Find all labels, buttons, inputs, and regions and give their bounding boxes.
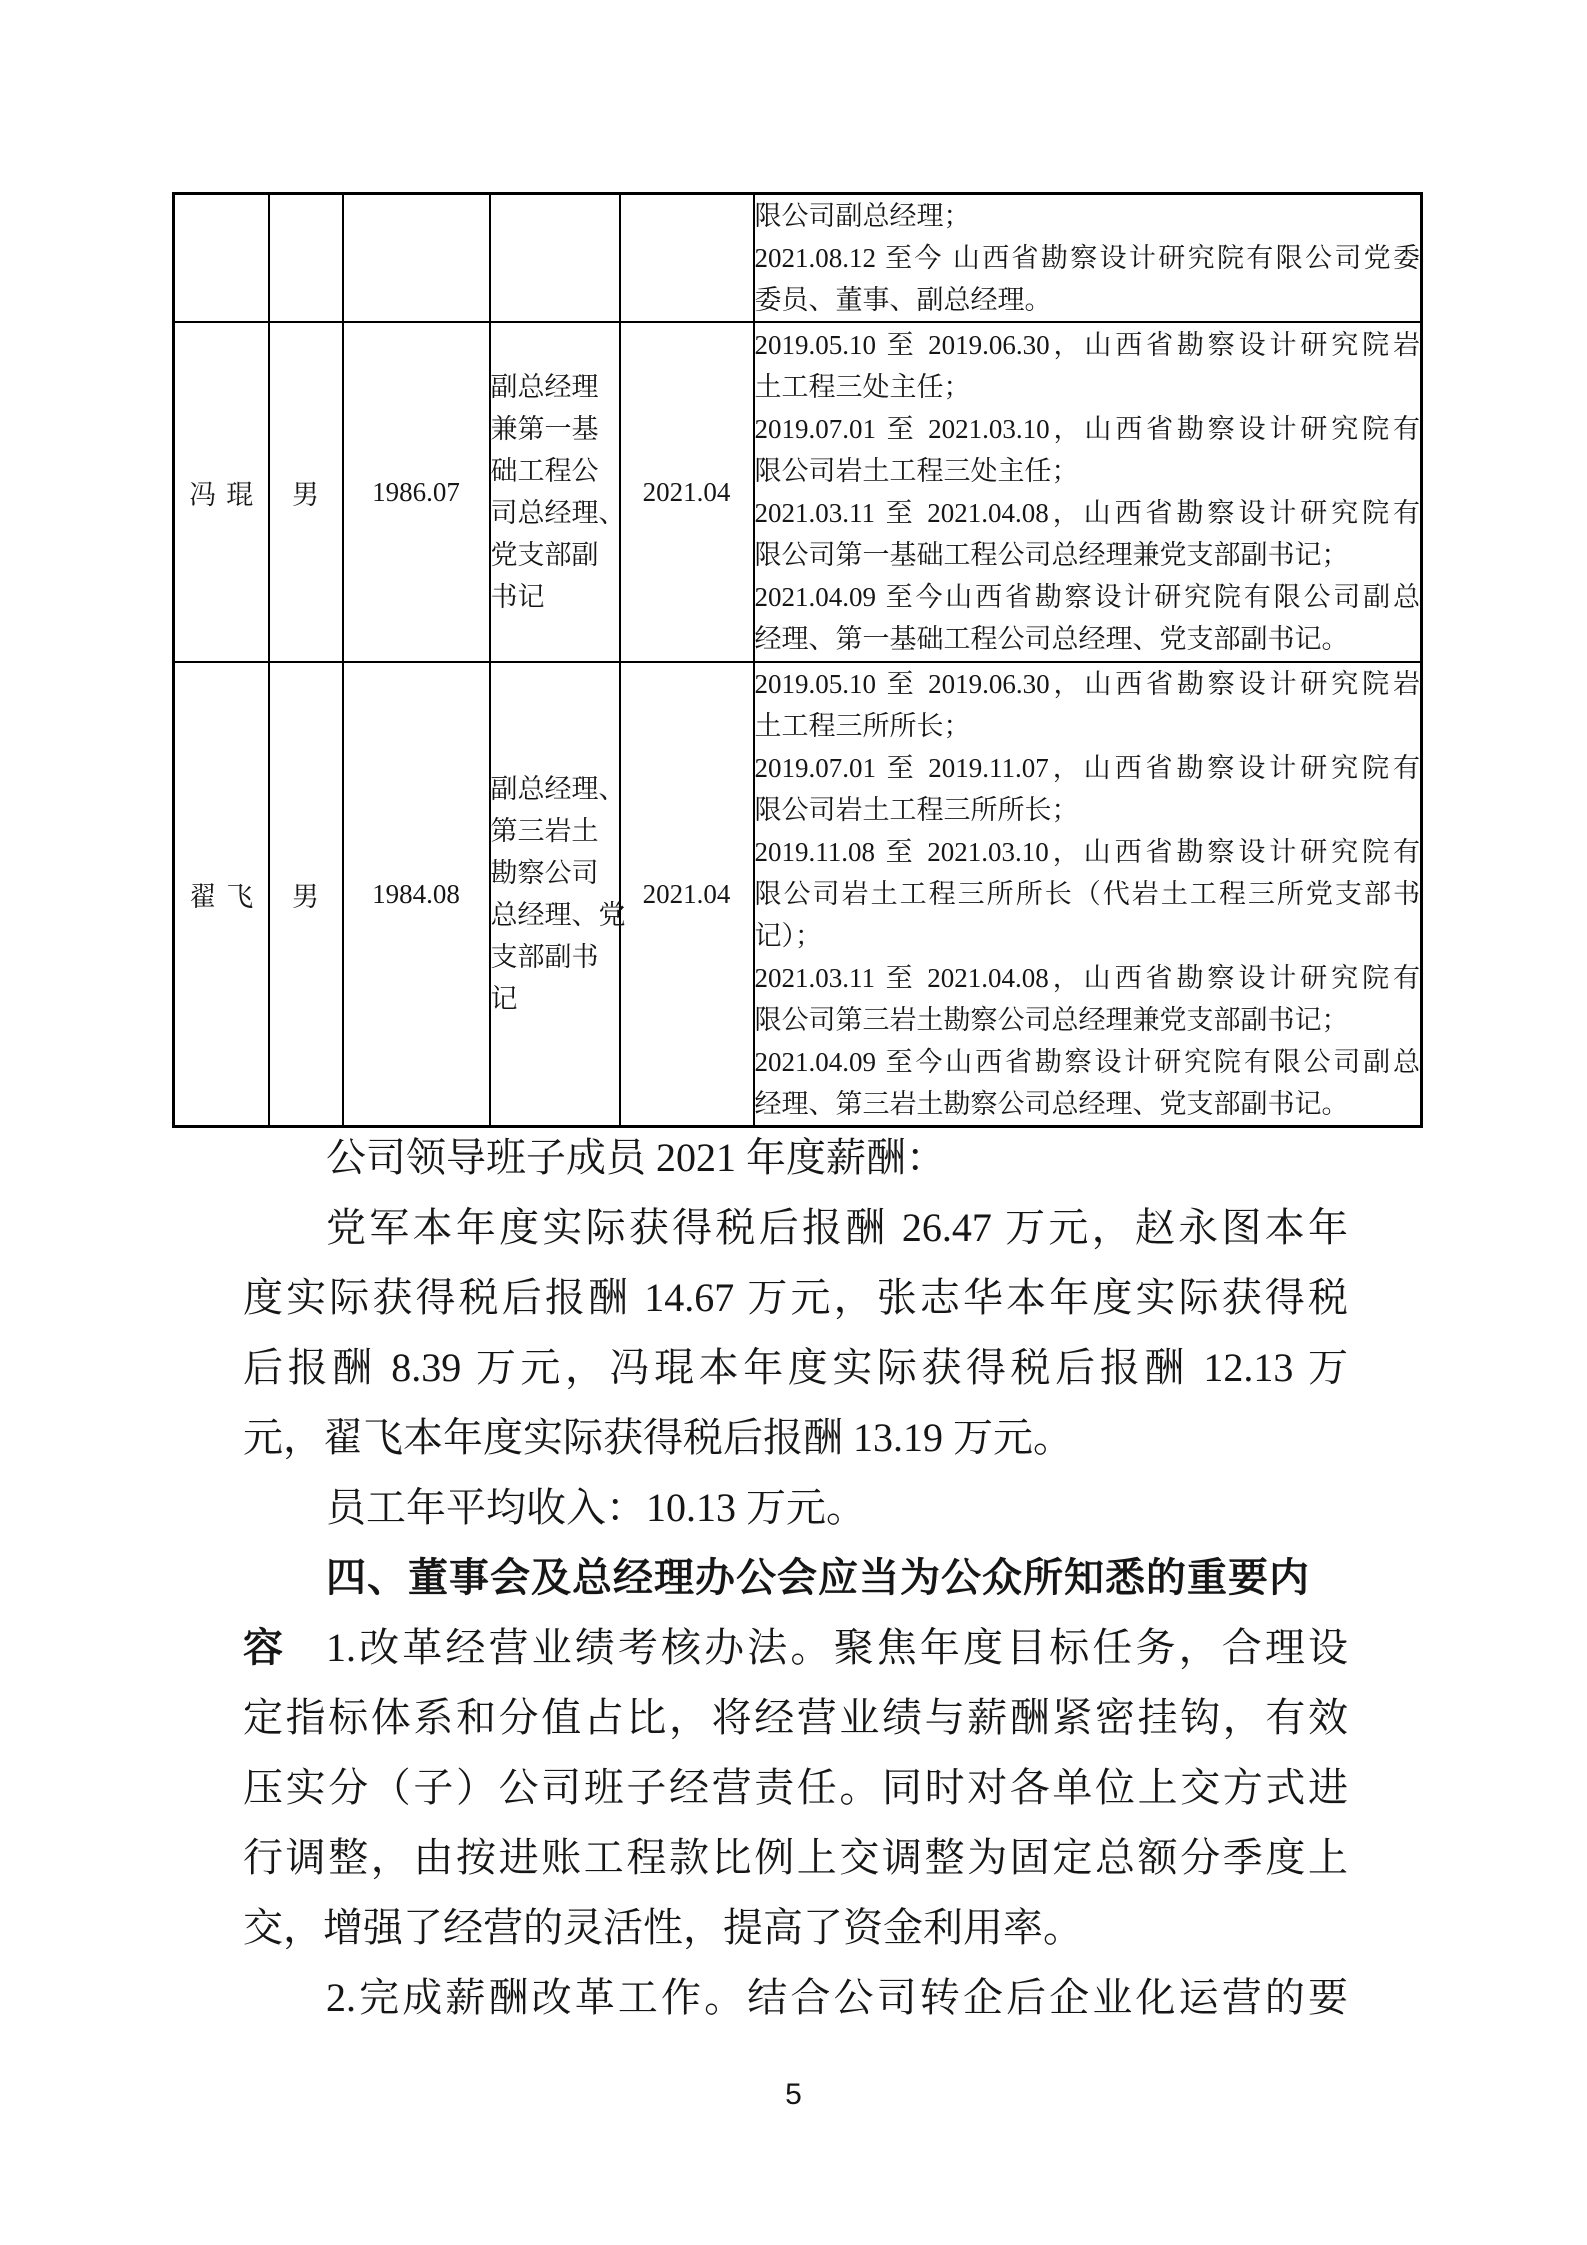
position-cell xyxy=(490,194,620,323)
body-line: 压实分（子）公司班子经营责任。同时对各单位上交方式进 xyxy=(243,1765,1348,1810)
work-history-line: 2019.05.10 至 2019.06.30，山西省勘察设计研究院岩 xyxy=(754,330,1420,360)
leadership-table xyxy=(172,192,1423,1128)
position-cell xyxy=(490,662,626,1127)
appointment-date-cell xyxy=(620,194,754,323)
gender-cell: 男 xyxy=(269,662,343,1127)
birth-date-cell xyxy=(343,194,490,323)
work-history-cell xyxy=(754,322,1422,662)
position-line: 础工程公 xyxy=(490,456,599,486)
work-history-line: 限公司副总经理； xyxy=(754,201,971,231)
body-text xyxy=(243,1123,1348,2033)
body-line: 元，翟飞本年度实际获得税后报酬 13.19 万元。 xyxy=(243,1415,1073,1460)
work-history-line: 2021.03.11 至 2021.04.08，山西省勘察设计研究院有 xyxy=(754,498,1420,528)
appointment-date-cell: 2021.04 xyxy=(620,662,754,1127)
work-history-cell xyxy=(754,194,1422,323)
position-line: 记 xyxy=(490,984,518,1014)
birth-date-cell: 1986.07 xyxy=(343,322,490,662)
work-history-line: 经理、第三岩土勘察公司总经理、党支部副书记。 xyxy=(754,1089,1349,1119)
work-history-cell xyxy=(754,662,1422,1127)
work-history-line: 2019.05.10 至 2019.06.30，山西省勘察设计研究院岩 xyxy=(754,669,1420,699)
name-cell xyxy=(174,322,269,662)
gender-cell: 男 xyxy=(269,322,343,662)
work-history-line: 2019.11.08 至 2021.03.10，山西省勘察设计研究院有 xyxy=(754,837,1420,867)
work-history-line: 限公司岩土工程三所所长； xyxy=(754,795,1079,825)
position-line: 总经理、党 xyxy=(490,900,626,930)
position-line: 书记 xyxy=(490,582,545,612)
work-history-line: 土工程三所所长； xyxy=(754,711,971,741)
birth-date-cell: 1984.08 xyxy=(343,662,490,1127)
position-line: 支部副书 xyxy=(490,942,599,972)
position-cell xyxy=(490,322,626,662)
position-line: 勘察公司 xyxy=(490,858,599,888)
body-line: 1.改革经营业绩考核办法。聚焦年度目标任务，合理设 xyxy=(326,1625,1348,1670)
work-history-line: 经理、第一基础工程公司总经理、党支部副书记。 xyxy=(754,624,1349,654)
work-history-line: 2021.08.12 至今 山西省勘察设计研究院有限公司党委 xyxy=(754,243,1420,273)
salary-title-line: 公司领导班子成员 2021 年度薪酬： xyxy=(326,1135,946,1180)
work-history-line: 2021.04.09 至今山西省勘察设计研究院有限公司副总 xyxy=(754,1047,1420,1077)
body-line: 行调整，由按进账工程款比例上交调整为固定总额分季度上 xyxy=(243,1835,1348,1880)
page-number: 5 xyxy=(785,2078,802,2111)
position-line: 第三岩土 xyxy=(490,816,599,846)
table-row-continued xyxy=(174,194,1422,323)
position-line: 司总经理、 xyxy=(490,498,626,528)
appointment-date-cell: 2021.04 xyxy=(620,322,754,662)
body-line: 2.完成薪酬改革工作。结合公司转企后企业化运营的要 xyxy=(326,1975,1348,2020)
section-heading: 四、董事会及总经理办公会应当为公众所知悉的重要内容 xyxy=(243,1556,1310,1670)
position-line: 兼第一基 xyxy=(490,414,599,444)
position-line: 副总经理 xyxy=(490,372,599,402)
work-history-line: 2021.03.11 至 2021.04.08，山西省勘察设计研究院有 xyxy=(754,963,1420,993)
position-line: 副总经理、 xyxy=(490,774,626,804)
work-history-line: 2021.04.09 至今山西省勘察设计研究院有限公司副总 xyxy=(754,582,1420,612)
body-line: 度实际获得税后报酬 14.67 万元，张志华本年度实际获得税 xyxy=(243,1275,1348,1320)
work-history-line: 2019.07.01 至 2021.03.10，山西省勘察设计研究院有 xyxy=(754,414,1420,444)
work-history-line: 土工程三处主任； xyxy=(754,372,971,402)
work-history-line: 限公司第三岩土勘察公司总经理兼党支部副书记； xyxy=(754,1005,1349,1035)
table-row-zhaifei xyxy=(174,662,1422,1127)
body-line: 定指标体系和分值占比，将经营业绩与薪酬紧密挂钩，有效 xyxy=(243,1695,1348,1740)
work-history-line: 记）； xyxy=(754,921,822,951)
position-line: 党支部副 xyxy=(490,540,599,570)
name-cell xyxy=(174,194,269,323)
body-line: 交，增强了经营的灵活性，提高了资金利用率。 xyxy=(243,1905,1083,1950)
work-history-line: 限公司岩土工程三所所长（代岩土工程三所党支部书 xyxy=(754,879,1420,909)
table-row-fengkun xyxy=(174,322,1422,662)
work-history-line: 委员、董事、副总经理。 xyxy=(754,285,1052,315)
body-line: 党军本年度实际获得税后报酬 26.47 万元，赵永图本年 xyxy=(326,1205,1348,1250)
name-cell xyxy=(174,662,269,1127)
body-line: 后报酬 8.39 万元，冯琨本年度实际获得税后报酬 12.13 万 xyxy=(243,1345,1348,1390)
work-history-line: 2019.07.01 至 2019.11.07，山西省勘察设计研究院有 xyxy=(754,753,1420,783)
work-history-line: 限公司岩土工程三处主任； xyxy=(754,456,1079,486)
gender-cell xyxy=(269,194,343,323)
average-income-line: 员工年平均收入：10.13 万元。 xyxy=(326,1485,866,1530)
work-history-line: 限公司第一基础工程公司总经理兼党支部副书记； xyxy=(754,540,1349,570)
person-name: 翟飞 xyxy=(189,881,264,912)
person-name: 冯琨 xyxy=(189,479,264,510)
